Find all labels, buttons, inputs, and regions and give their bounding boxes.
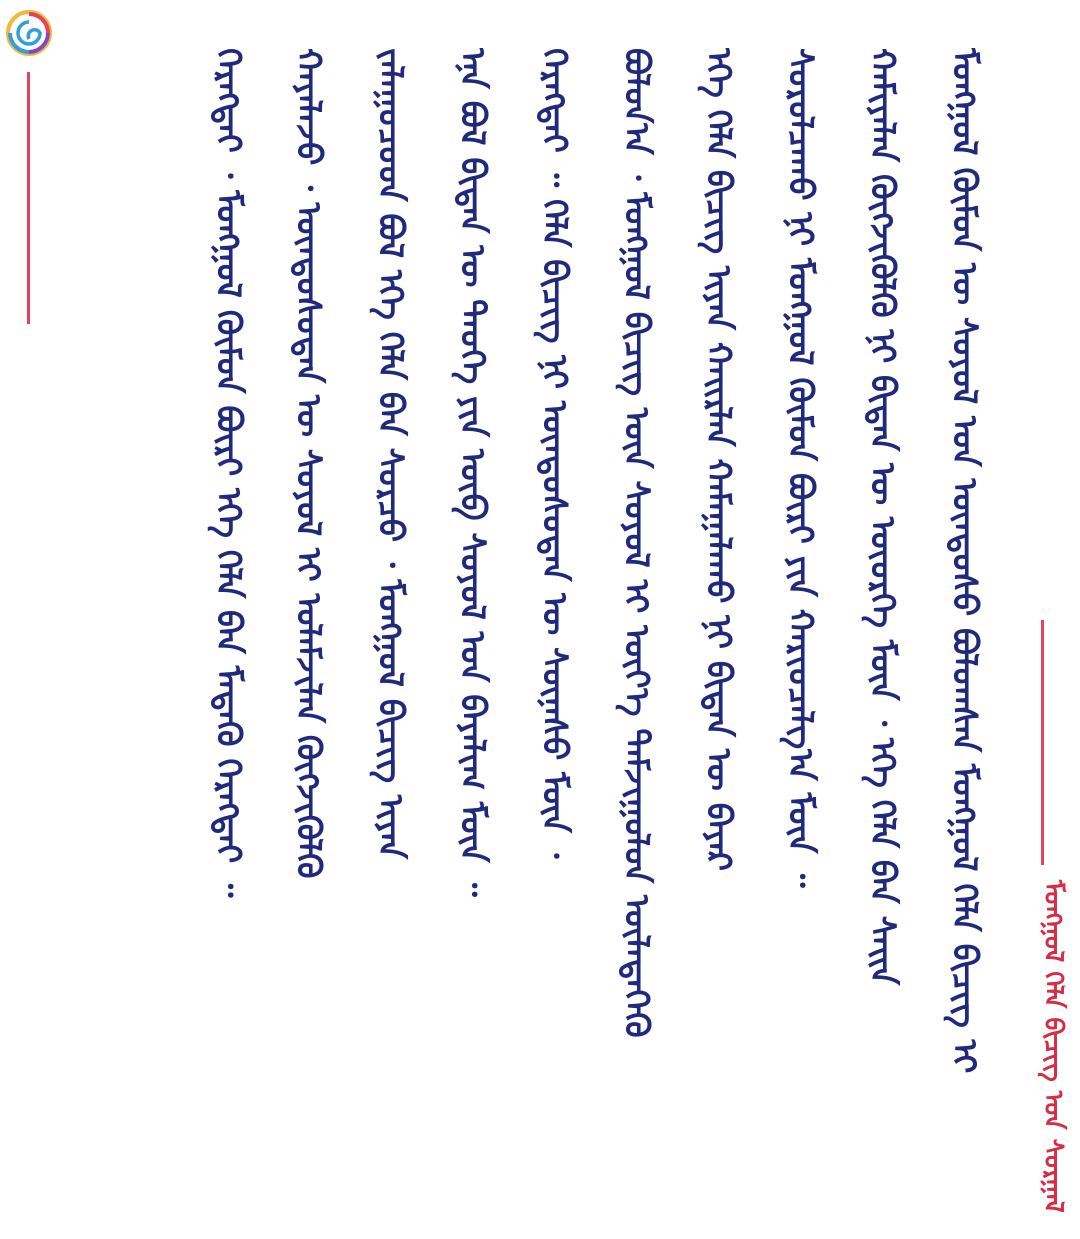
text-column: ᠬᠡᠷᠡᠭᠲᠡᠢ ᠃ ᠬᠡᠯᠡ ᠪᠢᠴᠢᠭ ᠨᠢ ᠦᠨᠳᠦᠰᠦᠲᠡᠨ ᠦ ᠰᠦᠨᠡᠰᠦ ᠮᠥᠨ ᠂ — [534, 48, 574, 859]
text-column: ᠰᠤᠷᠤᠯᠴᠠᠬᠤ ᠨᠢ ᠮᠣᠩᠭᠣᠯ ᠬᠦᠮᠦᠨ ᠪᠦᠷᠢ ᠶᠢᠨ ᠬᠠᠷᠢᠤᠴᠠᠯᠭ᠎ᠠ ᠮᠥᠨ ᠃ — [780, 48, 820, 888]
text-column: ᠮᠣᠩᠭᠣᠯ ᠬᠦᠮᠦᠨ ᠦ ᠰᠣᠶᠤᠯ ᠤᠨ ᠦᠨᠳᠦᠰᠦ ᠪᠣᠯᠤᠭᠰᠠᠨ ᠮᠣᠩᠭᠣᠯ ᠬᠡᠯᠡ ᠪᠢᠴᠢᠭ ᠢ — [944, 48, 984, 1074]
footer-caption: ᠮᠣᠩᠭᠣᠯ ᠬᠡᠯᠡ ᠪᠢᠴᠢᠭ ᠤᠨ ᠰᠤᠷᠭᠠᠯ — [1038, 880, 1068, 1213]
footer-divider-line — [1041, 620, 1044, 865]
text-column: ᠵᠠᠯᠠᠭᠤᠴᠤᠳ ᠪᠣᠯ ᠡᠬᠡ ᠬᠡᠯᠡ ᠪᠡᠨ ᠰᠤᠷᠴᠤ ᠂ ᠮᠣᠩᠭᠣᠯ ᠪᠢᠴᠢᠭ ᠢᠶᠡᠨ — [370, 48, 410, 860]
text-column: ᠡᠬᠡ ᠬᠡᠯᠡ ᠪᠢᠴᠢᠭ ᠢᠶᠡᠨ ᠬᠠᠢᠷᠯᠠᠨ ᠬᠠᠮᠠᠭᠠᠯᠠᠬᠤ ᠨᠢ ᠪᠢᠳᠡᠨ ᠦ ᠪᠠᠶᠠᠷ — [698, 48, 738, 872]
text-column: ᠡᠨᠡ ᠪᠣᠯ ᠪᠢᠳᠡᠨ ᠦ ᠲᠡᠦᠬᠡ ᠶᠢᠨ ᠥᠪ ᠰᠣᠶᠤᠯ ᠤᠨ ᠪᠠᠶᠠᠯᠢᠭ ᠮᠥᠨ ᠃ — [452, 48, 492, 897]
text-column: ᠬᠠᠶᠠᠯᠠᠵᠤ ᠂ ᠦᠨᠳᠦᠰᠦᠲᠡᠨ ᠦ ᠰᠣᠶᠤᠯ ᠢ ᠤᠯᠠᠮᠵᠢᠯᠠᠨ ᠬᠥᠭᠵᠢᠭᠦᠯᠬᠦ — [288, 48, 328, 879]
text-column: ᠪᠣᠯᠤᠨ᠎ᠠ ᠂ ᠮᠣᠩᠭᠣᠯ ᠪᠢᠴᠢᠭ ᠦᠨ ᠰᠣᠶᠤᠯ ᠢ ᠦᠶ᠎ᠡ ᠳᠠᠮᠵᠢᠭᠤᠯᠤᠨ ᠦᠯᠡᠳᠡᠭᠡᠬᠦ — [616, 48, 656, 1038]
text-column: ᠬᠡᠷᠡᠭᠲᠡᠢ ᠂ ᠮᠣᠩᠭᠣᠯ ᠬᠦᠮᠦᠨ ᠪᠦᠷᠢ ᠡᠬᠡ ᠬᠡᠯᠡ ᠪᠡᠨ ᠮᠡᠳᠡᠬᠦ ᠬᠡᠷᠡᠭᠲᠡᠢ ᠃ — [208, 48, 248, 898]
text-column: ᠬᠠᠮᠢᠶᠠᠯᠠᠨ ᠬᠥᠭᠵᠢᠭᠦᠯᠬᠦ ᠨᠢ ᠪᠢᠳᠡᠨ ᠦ ᠦᠦᠷᠭᠡ ᠮᠥᠨ ᠂ ᠡᠬᠡ ᠬᠡᠯᠡ ᠪᠡᠨ ᠰᠠᠢᠨ — [862, 48, 902, 986]
spiral-logo-icon — [6, 10, 52, 56]
logo-divider-line — [27, 72, 30, 324]
